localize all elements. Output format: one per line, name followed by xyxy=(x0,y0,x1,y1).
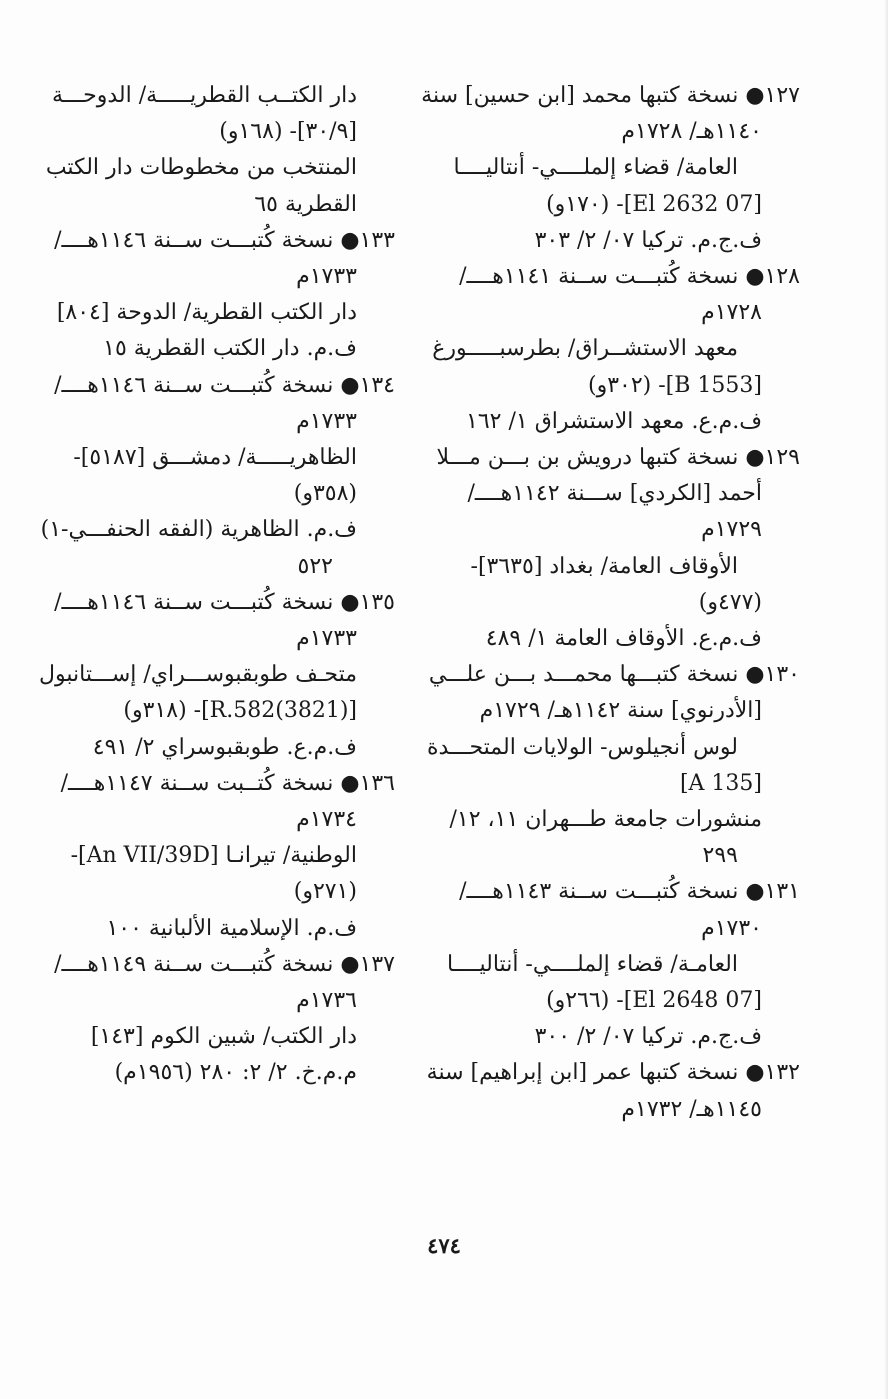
entry-catalogue-ref: ف.ج.م. تركيا ٠٧/ ٢/ ٣٠٣ xyxy=(534,227,762,253)
entry-library: الأوقاف العامة/ بغداد [٣٦٣٥]- xyxy=(470,553,738,579)
entry-date: ١٧٣٦م xyxy=(296,988,357,1014)
entry-catalogue-ref: ف.ج.م. تركيا ٠٧/ ٢/ ٣٠٠ xyxy=(534,1024,762,1050)
entry-folios: (٤٧٧و) xyxy=(698,589,762,615)
manuscript-entry-135 xyxy=(39,585,395,766)
entry-date: ١٧٣٣م xyxy=(296,626,357,652)
page-number: ٤٧٤ xyxy=(427,1233,461,1258)
entry-heading: ١٣٥● نسخة كُتبـــت ســنة ١١٤٦هــــ/ xyxy=(54,589,395,615)
entry-catalogue-page: ٥٢٢ xyxy=(297,553,333,579)
entry-library: متحـف طوبقبوســـراي/ إســـتانبول xyxy=(39,662,357,688)
right-column xyxy=(421,78,800,1128)
entry-folios: (٢٧١و) xyxy=(293,879,357,905)
entry-heading: ١٣٢● نسخة كتبها عمر [ابن إبراهيم] سنة xyxy=(426,1060,800,1086)
manuscript-entry-129 xyxy=(428,440,800,657)
entry-shelfmark: [٣٠/٩]- (١٦٨و) xyxy=(219,119,357,145)
entry-heading: ١٣٤● نسخة كُتبـــت ســنة ١١٤٦هــــ/ xyxy=(54,372,395,398)
manuscript-entry-134 xyxy=(40,368,395,585)
entry-date: ١٧٣٣م xyxy=(296,264,357,290)
entry-catalogue-ref: ف.م.ع. معهد الاستشراق ١/ ١٦٢ xyxy=(466,408,762,434)
entry-date: ١٧٣٣م xyxy=(296,408,357,434)
entry-library: العامة/ قضاء إلملــــي- أنتاليــــا xyxy=(453,155,738,181)
entry-date: ١٧٣٠م xyxy=(701,915,762,941)
entry-copyist: أحمد [الكردي] ســـنة ١١٤٢هــــ/ xyxy=(467,481,762,507)
entry-heading: ١٢٧● نسخة كتبها محمد [ابن حسين] سنة xyxy=(421,83,800,108)
entry-catalogue-ref: ف.م. الظاهرية (الفقه الحنفـــي-١) xyxy=(40,517,357,543)
entry-date: ١٧٢٩م xyxy=(701,517,762,543)
entry-library: دار الكتــب القطريـــــة/ الدوحـــة xyxy=(51,83,357,108)
entry-catalogue-page: القطرية ٦٥ xyxy=(254,191,357,217)
manuscript-entry-136 xyxy=(45,766,395,947)
entry-catalogue-ref: المنتخب من مخطوطات دار الكتب xyxy=(45,155,357,181)
entry-catalogue-ref: ف.م.ع. طوبقبوسراي ٢/ ٤٩١ xyxy=(92,734,357,760)
entry-library: الوطنية/ تيرانـا [An VII/39D]- xyxy=(70,843,357,869)
left-column xyxy=(39,78,395,1092)
entry-shelfmark: [07 El 2632]- (١٧٠و) xyxy=(546,191,762,217)
entry-date: ١١٤٠هـ/ ١٧٢٨م xyxy=(621,119,762,145)
manuscript-entry-128 xyxy=(428,259,800,440)
entry-heading: ١٢٨● نسخة كُتبـــت ســنة ١١٤١هــــ/ xyxy=(459,264,800,290)
entry-library: لوس أنجيلوس- الولايات المتحـــدة xyxy=(427,734,738,760)
entry-heading: ١٣٠● نسخة كتبـــها محمـــد بـــن علـــي xyxy=(428,662,800,688)
entry-catalogue-ref: ف.م. دار الكتب القطرية ١٥ xyxy=(103,336,357,362)
entry-library: الظاهريـــــة/ دمشـــق [٥١٨٧]- xyxy=(73,445,357,471)
entry-heading: ١٣٧● نسخة كُتبـــت ســنة ١١٤٩هــــ/ xyxy=(54,951,395,977)
entry-shelfmark: [B 1553]- (٣٠٢و) xyxy=(587,372,762,398)
manuscript-entry-127 xyxy=(421,78,800,259)
entry-date: ١٧٣٤م xyxy=(296,807,357,833)
entry-library: دار الكتب/ شبين الكوم [١٤٣] xyxy=(90,1024,357,1050)
entry-library: العامـة/ قضاء إلملــــي- أنتاليــــا xyxy=(447,951,738,977)
manuscript-entry-132 xyxy=(428,1055,800,1127)
scan-edge-shadow xyxy=(884,0,888,1399)
entry-shelfmark: [A 135] xyxy=(679,770,762,796)
entry-heading: ١٢٩● نسخة كتبها درويش بن بـــن مـــلا xyxy=(436,445,800,471)
entry-library: دار الكتب القطرية/ الدوحة [٨٠٤] xyxy=(56,300,357,326)
entry-catalogue-ref: م.م.خ. ٢/ ٢: ٢٨٠ (١٩٥٦م) xyxy=(114,1060,357,1086)
entry-heading: ١٣٦● نسخة كُتــبت ســنة ١١٤٧هــــ/ xyxy=(60,770,395,796)
entry-folios: (٣٥٨و) xyxy=(293,481,357,507)
entry-shelfmark: [07 El 2648]- (٢٦٦و) xyxy=(546,988,762,1014)
manuscript-entry-131 xyxy=(428,874,800,1055)
manuscript-entry-137 xyxy=(45,947,395,1092)
entry-heading: ١٣٣● نسخة كُتبـــت ســنة ١١٤٦هــــ/ xyxy=(54,227,395,253)
entry-catalogue-ref: منشورات جامعة طـــهران ١١، ١٢/ xyxy=(449,807,762,833)
entry-catalogue-ref: ف.م.ع. الأوقاف العامة ١/ ٤٨٩ xyxy=(485,626,762,652)
entry-shelfmark: [(3821)R.582]- (٣١٨و) xyxy=(123,698,357,724)
entry-heading: ١٣١● نسخة كُتبـــت ســنة ١١٤٣هــــ/ xyxy=(459,879,800,905)
entry-copyist: [الأدرنوي] سنة ١١٤٢هـ/ ١٧٢٩م xyxy=(479,698,762,724)
entry-date: ١٧٢٨م xyxy=(701,300,762,326)
manuscript-entry-133 xyxy=(45,223,395,368)
manuscript-entry-130 xyxy=(428,657,800,874)
entry-catalogue-page: ٢٩٩ xyxy=(702,843,738,869)
manuscript-entry-132-continued xyxy=(45,78,395,223)
entry-catalogue-ref: ف.م. الإسلامية الألبانية ١٠٠ xyxy=(106,915,357,941)
entry-library: معهد الاستشــراق/ بطرسبـــــورغ xyxy=(432,336,738,362)
entry-date: ١١٤٥هـ/ ١٧٣٢م xyxy=(621,1096,762,1122)
